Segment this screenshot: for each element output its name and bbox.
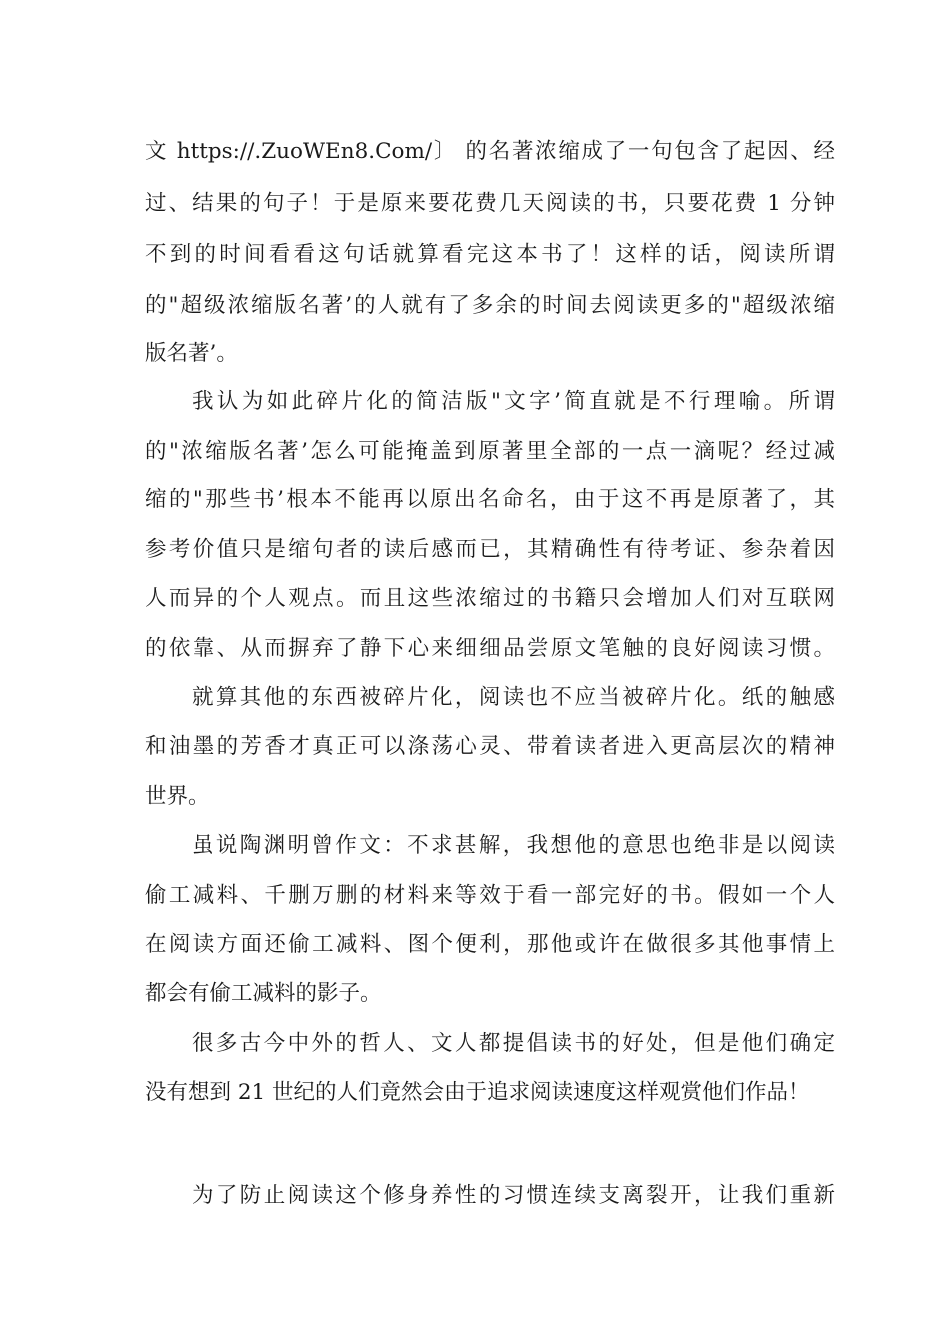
- text-line: 和油墨的芳香才真正可以涤荡心灵、带着读者进入更高层次的精神: [145, 734, 835, 759]
- text-line: 偷工减料、千删万删的材料来等效于看一部完好的书。假如一个人: [145, 883, 835, 908]
- text-line: 没有想到 21 世纪的人们竟然会由于追求阅读速度这样观赏他们作品！: [145, 1080, 810, 1105]
- text-line: 的"浓缩版名著’怎么可能掩盖到原著里全部的一点一滴呢？经过减: [145, 439, 835, 464]
- text-line: 人而异的个人观点。而且这些浓缩过的书籍只会增加人们对互联网: [145, 586, 835, 611]
- text-line: 的依靠、从而摒弃了静下心来细细品尝原文笔触的良好阅读习惯。: [145, 636, 835, 661]
- text-line: 缩的"那些书’根本不能再以原出名命名，由于这不再是原著了，其: [145, 487, 835, 512]
- text-line: 的"超级浓缩版名著’的人就有了多余的时间去阅读更多的"超级浓缩: [145, 293, 835, 318]
- text-line: 就算其他的东西被碎片化，阅读也不应当被碎片化。纸的触感: [192, 685, 835, 710]
- text-line: 很多古今中外的哲人、文人都提倡读书的好处，但是他们确定: [192, 1031, 835, 1056]
- text-line: 在阅读方面还偷工减料、图个便利，那他或许在做很多其他事情上: [145, 932, 835, 957]
- text-line: 文 https://.ZuoWEn8.Com/〕 的名著浓缩成了一句包含了起因、经: [145, 139, 835, 164]
- text-line: 虽说陶渊明曾作文：不求甚解，我想他的意思也绝非是以阅读: [192, 833, 835, 858]
- text-line: 参考价值只是缩句者的读后感而已，其精确性有待考证、参杂着因: [145, 537, 835, 562]
- text-line: 我认为如此碎片化的简洁版"文字’简直就是不行理喻。所谓: [192, 389, 835, 414]
- text-line: 为了防止阅读这个修身养性的习惯连续支离裂开，让我们重新: [192, 1183, 835, 1208]
- text-line: 过、结果的句子！于是原来要花费几天阅读的书，只要花费 1 分钟: [145, 191, 835, 216]
- text-line: 不到的时间看看这句话就算看完这本书了！这样的话，阅读所谓: [145, 242, 835, 267]
- text-line: 版名著’。: [145, 341, 238, 366]
- text-line: 都会有偷工减料的影子。: [145, 981, 382, 1006]
- text-line: 世界。: [145, 784, 210, 809]
